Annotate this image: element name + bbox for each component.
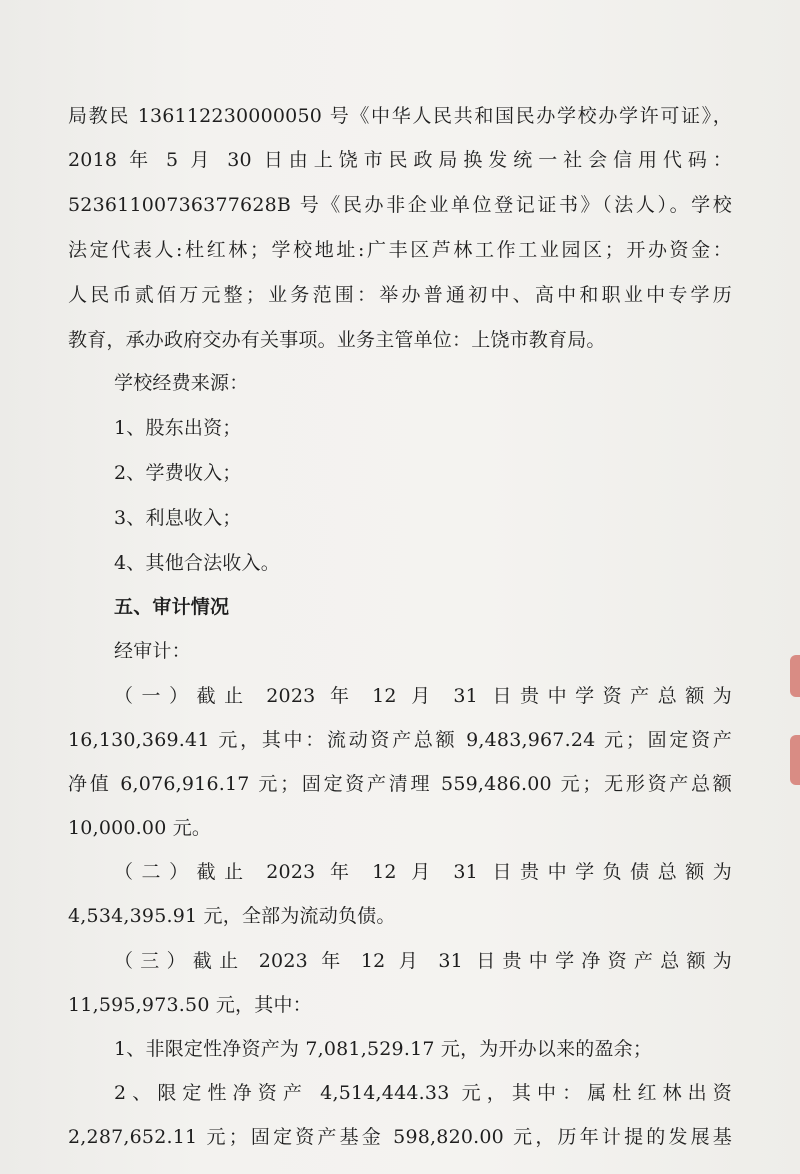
audit-item-3-line-2: 11,595,973.50 元，其中： bbox=[68, 994, 312, 1016]
funding-heading: 学校经费来源： bbox=[114, 372, 249, 394]
audit-item-1-line-1: （一）截止 2023 年 12 月 31 日贵中学资产总额为 bbox=[114, 685, 732, 707]
section-heading-audit: 五、审计情况 bbox=[114, 596, 230, 618]
funding-item-2: 2、学费收入； bbox=[114, 462, 242, 484]
seal-edge-mark bbox=[790, 655, 800, 697]
audit-item-1-line-4: 10,000.00 元。 bbox=[68, 817, 212, 839]
body-line-1: 局教民 136112230000050 号《中华人民共和国民办学校办学许可证》， bbox=[68, 105, 732, 127]
funding-item-1: 1、股东出资； bbox=[114, 417, 242, 439]
funding-item-4: 4、其他合法收入。 bbox=[114, 552, 280, 574]
funding-item-3: 3、利息收入； bbox=[114, 507, 242, 529]
body-line-2: 2018 年 5 月 30 日由上饶市民政局换发统一社会信用代码： bbox=[68, 149, 732, 171]
net-assets-item-2-line-1: 2、限定性净资产 4,514,444.33 元，其中：属杜红林出资 bbox=[114, 1082, 732, 1104]
body-line-5: 人民币贰佰万元整；业务范围：举办普通初中、高中和职业中专学历 bbox=[68, 284, 732, 306]
audit-intro: 经审计： bbox=[114, 640, 191, 662]
audit-item-1-line-3: 净值 6,076,916.17 元；固定资产清理 559,486.00 元；无形资产总额 bbox=[68, 773, 732, 795]
net-assets-item-1: 1、非限定性净资产为 7,081,529.17 元，为开办以来的盈余； bbox=[114, 1038, 653, 1060]
body-line-4: 法定代表人:杜红林；学校地址:广丰区芦林工作工业园区；开办资金： bbox=[68, 239, 732, 261]
audit-item-2-line-1: （二）截止 2023 年 12 月 31 日贵中学负债总额为 bbox=[114, 861, 732, 883]
net-assets-item-2-line-2: 2,287,652.11 元；固定资产基金 598,820.00 元，历年计提的发展基 bbox=[68, 1126, 732, 1148]
seal-edge-mark bbox=[790, 735, 800, 785]
audit-item-2-line-2: 4,534,395.91 元，全部为流动负债。 bbox=[68, 905, 396, 927]
body-line-3: 52361100736377628B 号《民办非企业单位登记证书》（法人）。学校 bbox=[68, 194, 732, 216]
body-line-6: 教育，承办政府交办有关事项。业务主管单位：上饶市教育局。 bbox=[68, 329, 606, 351]
audit-item-3-line-1: （三）截止 2023 年 12 月 31 日贵中学净资产总额为 bbox=[114, 950, 732, 972]
audit-item-1-line-2: 16,130,369.41 元，其中：流动资产总额 9,483,967.24 元；固定资产 bbox=[68, 729, 732, 751]
